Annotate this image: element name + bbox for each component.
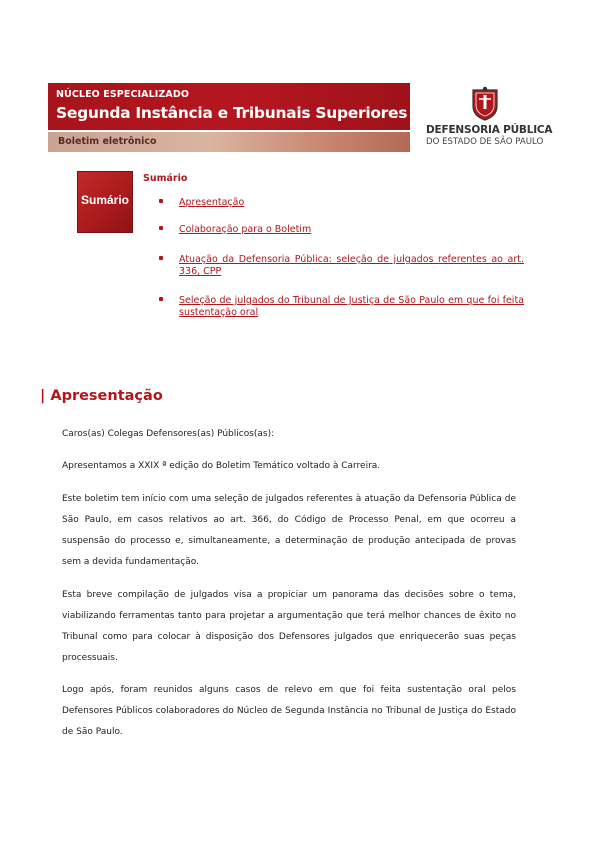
logo-name: DEFENSORIA PÚBLICA [426, 124, 553, 136]
summary-item [159, 254, 524, 278]
summary-link-selecao[interactable]: Seleção de julgados do Tribunal de Justiça de São Paulo em que foi feita sustentação oral [179, 295, 524, 318]
summary-item [159, 224, 311, 236]
sao-paulo-seal-icon [469, 86, 501, 122]
summary-badge-label: Sumário [80, 193, 129, 207]
summary-link-apresentacao[interactable]: Apresentação [179, 197, 245, 208]
summary-item [159, 295, 524, 319]
summary-title: Sumário [143, 173, 188, 184]
paragraph-salutation: Caros(as) Colegas Defensores(as) Públicos(as): [62, 429, 275, 439]
summary-link-colaboracao[interactable]: Colaboração para o Boletim [179, 224, 312, 235]
paragraph-purpose: Esta breve compilação de julgados visa a propiciar um panorama das decisões sobre o tema, viabilizando ferramentas tanto para projetar a argumentação que terá melhor chances de êxito no Tribunal como para colocar à disposição dos Defensores julgados que enriquecerão suas peças processuais. [62, 590, 516, 663]
paragraph-intro: Este boletim tem início com uma seleção de julgados referentes à atuação da Defensoria Pública de São Paulo, em casos relativos ao art. 366, do Código de Processo Penal, em que ocorreu a suspensão do processo e, simultaneamente, a determinação de produção antecipada de provas sem a devida fundamentação. [62, 494, 516, 567]
summary-item [159, 197, 244, 209]
section-heading: | Apresentação [40, 388, 163, 404]
bullet-icon [159, 199, 163, 203]
bulletin-title: Segunda Instância e Tribunais Superiores [56, 104, 408, 122]
logo-state: DO ESTADO DE SÃO PAULO [426, 137, 544, 147]
bullet-icon [159, 226, 163, 230]
summary-badge [77, 171, 133, 233]
nucleo-label: NÚCLEO ESPECIALIZADO [56, 89, 189, 100]
bulletin-subtitle: Boletim eletrônico [58, 136, 157, 147]
bullet-icon [159, 297, 163, 301]
banner-title-area [48, 83, 410, 130]
paragraph-edition: Apresentamos a XXIX ª edição do Boletim Temático voltado à Carreira. [62, 461, 381, 471]
banner-subtitle-area [48, 132, 410, 152]
defensoria-logo [424, 86, 584, 152]
paragraph-oral-arguments: Logo após, foram reunidos alguns casos de relevo em que foi feita sustentação oral pelos Defensores Públicos colaboradores do Núcleo de Segunda Instância no Tribunal de Justiça do Estado de São Paulo. [62, 685, 516, 737]
summary-link-atuacao[interactable]: Atuação da Defensoria Pública: seleção de julgados referentes ao art. 336, CPP [179, 254, 524, 277]
header-banner [48, 83, 410, 152]
bullet-icon [159, 256, 163, 260]
